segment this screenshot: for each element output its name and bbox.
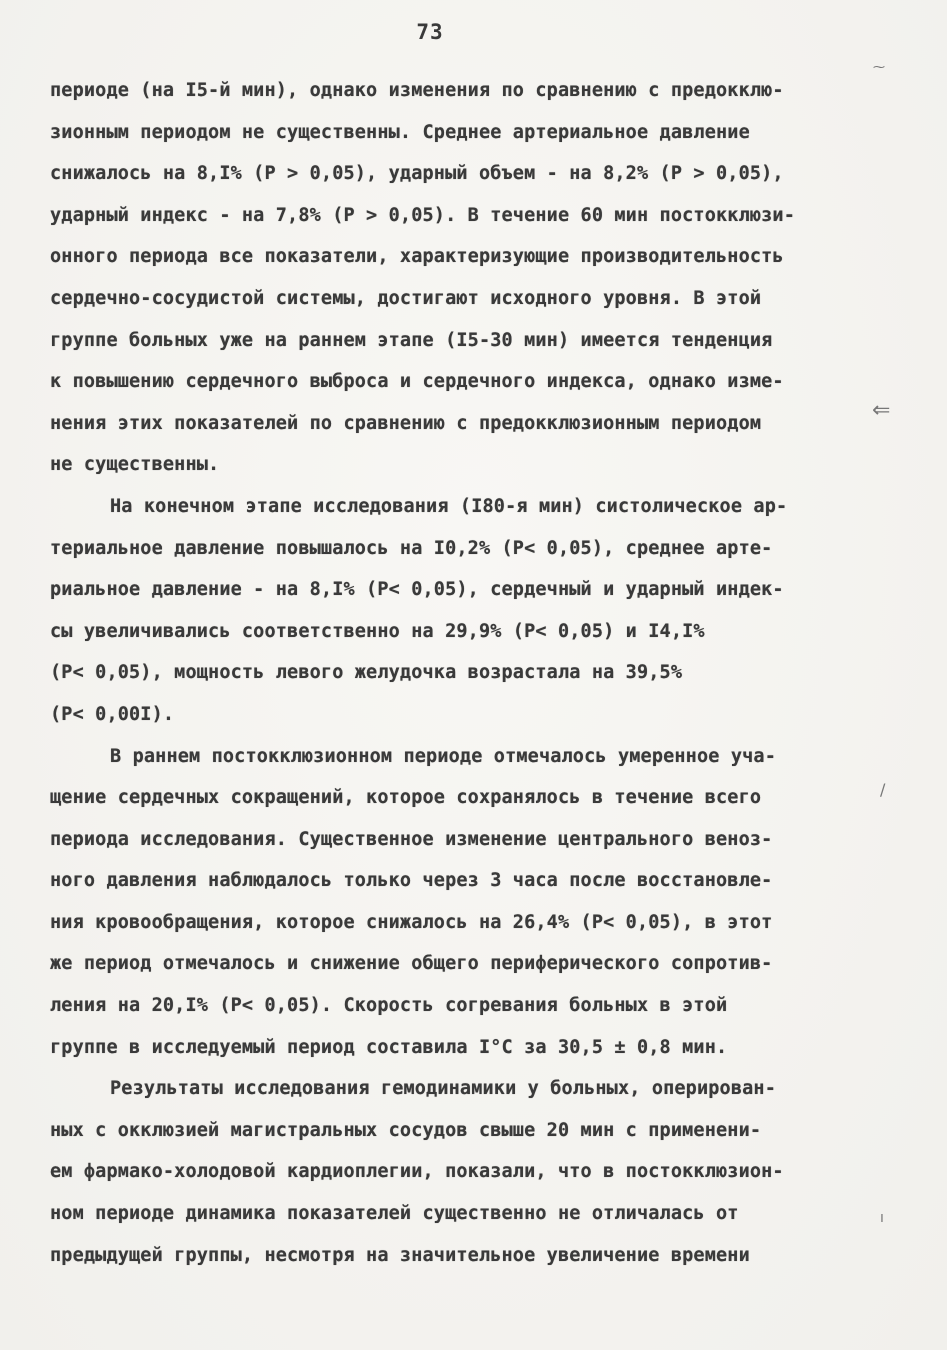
text-line: ного давления наблюдалось только через 3 часа после восстановле-	[50, 870, 773, 892]
text-line: периода исследования. Существенное изменение центрального веноз-	[50, 828, 773, 850]
text-line: же период отмечалось и снижение общего периферического сопротив-	[50, 953, 773, 975]
text-line: ления на 20,I% (Р< 0,05). Скорость согревания больных в этой	[50, 995, 728, 1017]
text-line: зионным периодом не существенны. Среднее артериальное давление	[50, 121, 750, 143]
margin-mark-icon: ı	[880, 1210, 884, 1226]
text-line: (Р< 0,05), мощность левого желудочка возрастала на 39,5%	[50, 662, 683, 684]
text-line: периоде (на I5-й мин), однако изменения по сравнению с предокклю-	[50, 80, 784, 101]
text-line: (Р< 0,00I).	[50, 703, 175, 725]
text-line: не существенны.	[50, 454, 220, 476]
text-line: предыдущей группы, несмотря на значительное увеличение времени	[50, 1244, 750, 1266]
text-line: щение сердечных сокращений, которое сохранялось в течение всего	[50, 787, 762, 809]
text-line: сердечно-сосудистой системы, достигают исходного уровня. В этой	[50, 287, 762, 309]
text-line: сы увеличивались соответственно на 29,9% (Р< 0,05) и I4,I%	[50, 620, 705, 642]
text-line: снижалось на 8,I% (Р > 0,05), ударный объем - на 8,2% (Р > 0,05),	[50, 163, 784, 185]
paragraph-first-line: Результаты исследования гемодинамики у больных, оперирован-	[110, 1078, 776, 1100]
text-line: ем фармако-холодовой кардиоплегии, показали, что в постокклюзион-	[50, 1161, 784, 1183]
margin-arrow-icon: ⇐	[872, 398, 891, 423]
text-line: к повышению сердечного выброса и сердечного индекса, однако изме-	[50, 371, 784, 393]
text-line: териальное давление повышалось на I0,2% (Р< 0,05), среднее арте-	[50, 537, 773, 559]
text-line: нения этих показателей по сравнению с предокклюзионным периодом	[50, 412, 762, 434]
text-line: ных с окклюзией магистральных сосудов свыше 20 мин с применени-	[50, 1119, 762, 1141]
text-line: группе в исследуемый период составила I°С за 30,5 ± 0,8 мин.	[50, 1036, 728, 1058]
text-line: ния кровообращения, которое снижалось на 26,4% (Р< 0,05), в этот	[50, 911, 773, 933]
text-line: онного периода все показатели, характеризующие производительность	[50, 246, 784, 268]
paragraph-first-line: На конечном этапе исследования (I80-я мин) систолическое ар-	[110, 495, 788, 517]
margin-mark-icon: ⁓	[873, 60, 885, 74]
margin-mark-icon: /	[880, 780, 886, 799]
page-number: 73	[416, 20, 444, 44]
text-line: риальное давление - на 8,I% (Р< 0,05), сердечный и ударный индек-	[50, 579, 784, 601]
text-line: ном периоде динамика показателей существенно не отличалась от	[50, 1203, 739, 1225]
body-text	[50, 70, 880, 1276]
text-line: группе больных уже на раннем этапе (I5-30 мин) имеется тенденция	[50, 329, 773, 351]
text-line: ударный индекс - на 7,8% (Р > 0,05). В течение 60 мин постокклюзи-	[50, 204, 796, 226]
paragraph-first-line: В раннем постокклюзионном периоде отмечалось умеренное уча-	[110, 745, 776, 767]
